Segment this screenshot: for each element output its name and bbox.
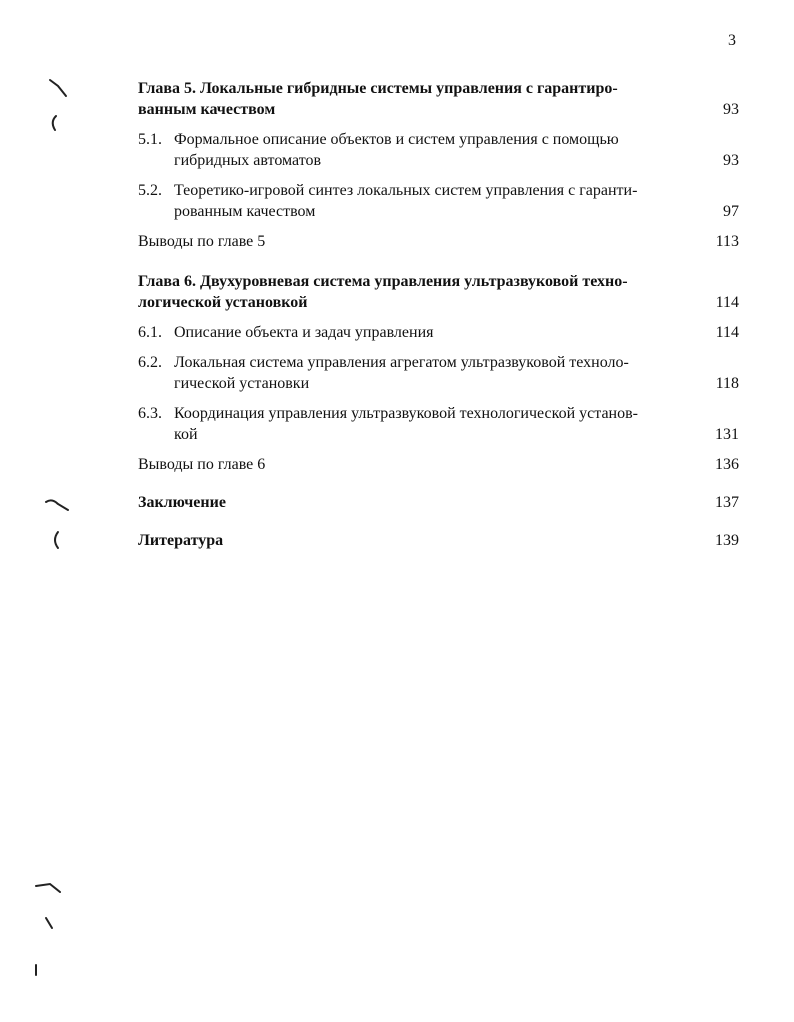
toc-entry-title: Заключение bbox=[138, 494, 226, 511]
toc-page-number: 114 bbox=[715, 294, 739, 311]
toc-chapter-6[interactable] bbox=[138, 271, 739, 313]
toc-entry-title: Формальное описание объектов и систем управления с помощью гибридных автоматов bbox=[174, 131, 619, 169]
toc-section-5-1[interactable] bbox=[138, 129, 739, 171]
toc-section-5-2[interactable] bbox=[138, 180, 739, 222]
toc-summary-5[interactable] bbox=[138, 231, 739, 252]
toc-section-number: 6.3. bbox=[138, 405, 162, 422]
toc-entry-title: Выводы по главе 5 bbox=[138, 233, 266, 250]
margin-scan-marks bbox=[0, 0, 100, 1022]
toc-page-number: 118 bbox=[715, 375, 739, 392]
toc-page-number: 136 bbox=[715, 456, 739, 473]
toc-section-number: 5.1. bbox=[138, 131, 162, 148]
toc-entry-title: Литература bbox=[138, 532, 224, 549]
toc-section-6-1[interactable] bbox=[138, 322, 739, 343]
scan-mark-5 bbox=[36, 884, 60, 892]
scan-mark-1 bbox=[50, 80, 66, 96]
table-of-contents bbox=[138, 78, 739, 551]
toc-page-number: 114 bbox=[715, 324, 739, 341]
toc-entry-title: Глава 6. Двухуровневая система управления ультразвуковой техно- логической установкой bbox=[138, 273, 628, 311]
toc-entry-title: Глава 5. Локальные гибридные системы управления с гарантиро- ванным качеством bbox=[138, 80, 618, 118]
toc-page-number: 93 bbox=[723, 152, 739, 169]
scan-mark-2 bbox=[53, 116, 56, 130]
toc-references[interactable] bbox=[138, 530, 739, 551]
toc-section-number: 5.2. bbox=[138, 182, 162, 199]
toc-section-6-2[interactable] bbox=[138, 352, 739, 394]
scan-mark-3 bbox=[46, 500, 68, 510]
toc-page-number: 113 bbox=[715, 233, 739, 250]
toc-section-number: 6.2. bbox=[138, 354, 162, 371]
toc-page-number: 137 bbox=[715, 494, 739, 511]
toc-page-number: 97 bbox=[723, 203, 739, 220]
toc-summary-6[interactable] bbox=[138, 454, 739, 475]
toc-conclusion[interactable] bbox=[138, 492, 739, 513]
toc-page-number: 131 bbox=[715, 426, 739, 443]
toc-chapter-5[interactable] bbox=[138, 78, 739, 120]
toc-entry-title: Локальная система управления агрегатом ультразвуковой техноло- гической установки bbox=[174, 354, 629, 392]
toc-section-number: 6.1. bbox=[138, 324, 162, 341]
toc-section-6-3[interactable] bbox=[138, 403, 739, 445]
toc-entry-title: Выводы по главе 6 bbox=[138, 456, 266, 473]
toc-entry-title: Описание объекта и задач управления bbox=[174, 324, 434, 341]
scan-mark-6 bbox=[46, 918, 52, 928]
toc-entry-title: Теоретико-игровой синтез локальных систем управления с гаранти- рованным качеством bbox=[174, 182, 638, 220]
toc-entry-title: Координация управления ультразвуковой технологической установ- кой bbox=[174, 405, 638, 443]
toc-page-number: 93 bbox=[723, 101, 739, 118]
toc-page-number: 139 bbox=[715, 532, 739, 549]
page-number: 3 bbox=[728, 32, 736, 49]
scan-mark-4 bbox=[55, 532, 58, 548]
